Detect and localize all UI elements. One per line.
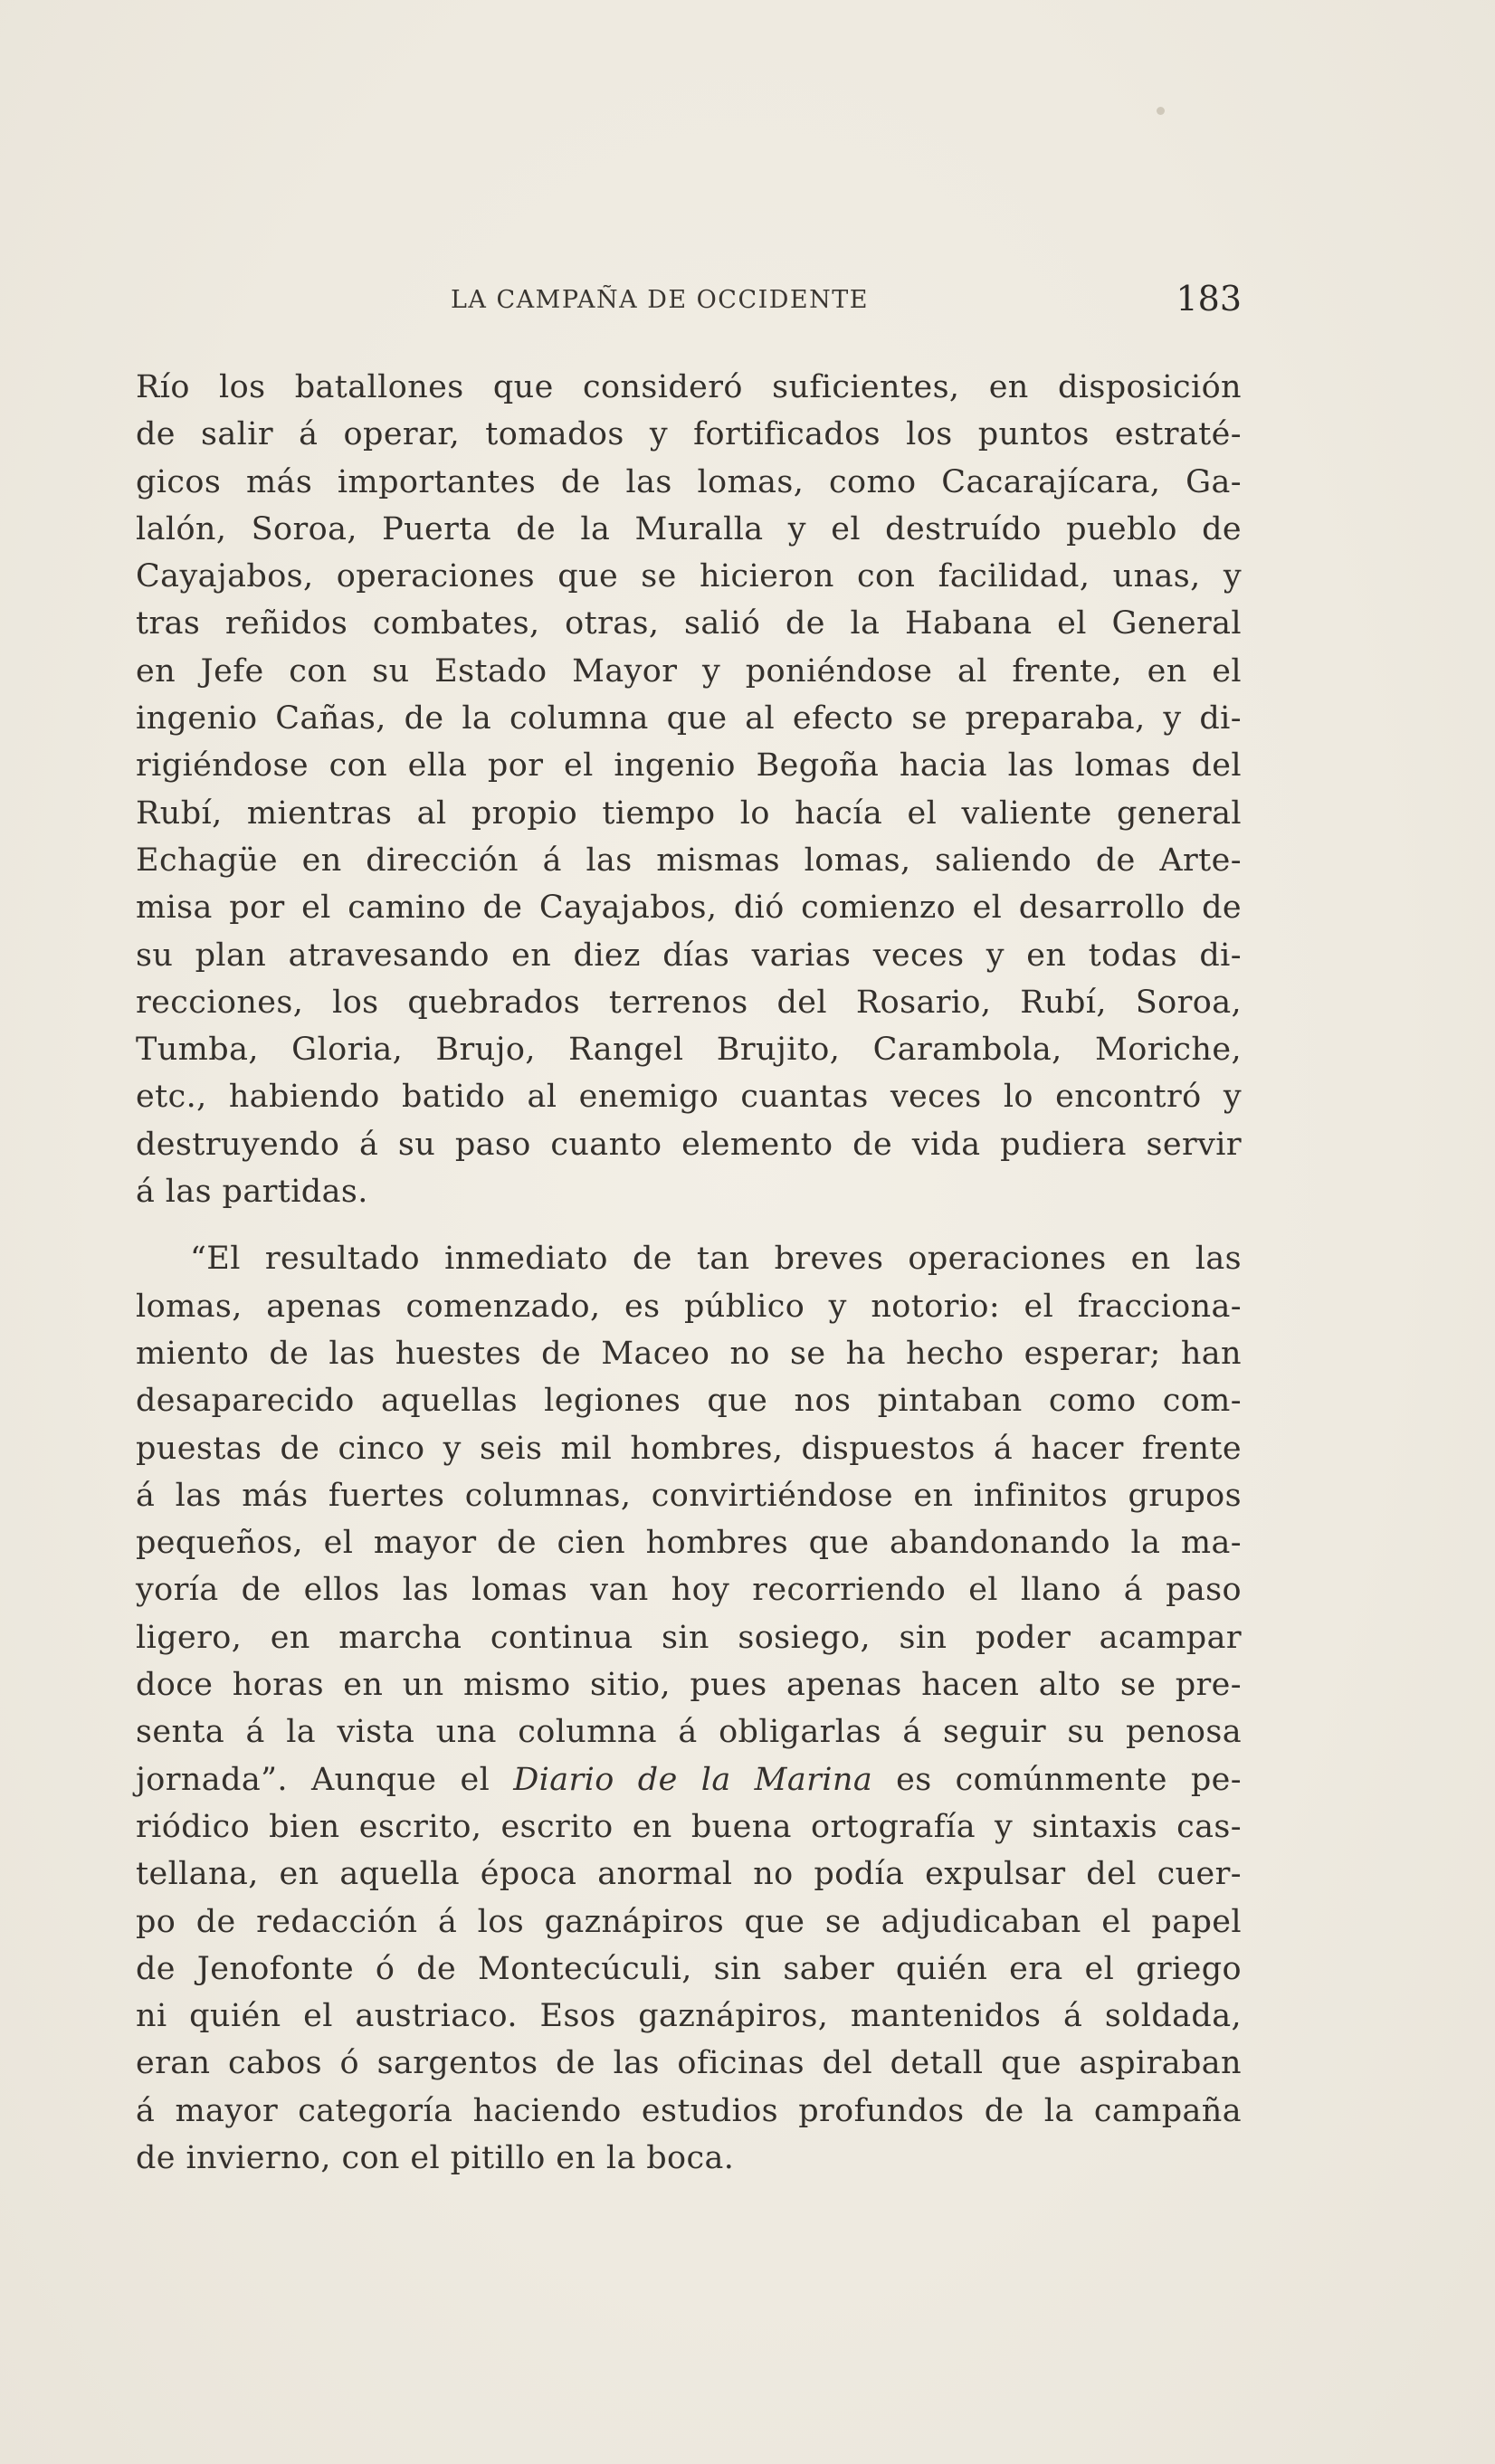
paragraph-1: [136, 364, 1242, 1215]
paper-speck: [1157, 107, 1165, 115]
text-line: po de redacción á los gaznápiros que se adjudicaban el papel: [136, 1903, 1242, 1940]
paragraph-2: [136, 1235, 1242, 2182]
text-line: riódico bien escrito, escrito en buena ortografía y sintaxis cas-: [136, 1808, 1242, 1845]
text-line: misa por el camino de Cayajabos, dió comienzo el desarrollo de: [136, 890, 1242, 927]
text-line: desaparecido aquellas legiones que nos pintaban como com-: [136, 1383, 1242, 1420]
text-line: ingenio Cañas, de la columna que al efecto se preparaba, y di-: [136, 700, 1242, 737]
text-line: rigiéndose con ella por el ingenio Begoña hacia las lomas del: [136, 747, 1242, 785]
text-line: tras reñidos combates, otras, salió de la Habana el General: [136, 605, 1242, 642]
text-line: Rubí, mientras al propio tiempo lo hacía el valiente general: [136, 794, 1242, 832]
text-line: ni quién el austriaco. Esos gaznápiros, mantenidos á soldada,: [136, 1998, 1242, 2035]
page-header: [136, 279, 1242, 319]
body-text: [136, 364, 1242, 2182]
newspaper-title: Diario de la Marina: [513, 1761, 873, 1798]
text-line: destruyendo á su paso cuanto elemento de vida pudiera servir: [136, 1126, 1242, 1163]
text-line: Echagüe en dirección á las mismas lomas, saliendo de Arte-: [136, 842, 1242, 879]
text-line: puestas de cinco y seis mil hombres, dispuestos á hacer frente: [136, 1430, 1242, 1467]
page-number: 183: [1176, 279, 1242, 319]
text-line: Cayajabos, operaciones que se hicieron con facilidad, unas, y: [136, 558, 1242, 595]
text-line: “El resultado inmediato de tan breves operaciones en las: [190, 1241, 1242, 1278]
text-line: Río los batallones que consideró suficientes, en disposición: [136, 369, 1242, 405]
text-line: recciones, los quebrados terrenos del Rosario, Rubí, Soroa,: [136, 984, 1242, 1021]
text-line: de salir á operar, tomados y fortificados los puntos estraté-: [136, 416, 1242, 453]
text-line: lomas, apenas comenzado, es público y notorio: el fracciona-: [136, 1288, 1242, 1325]
text-line: Tumba, Gloria, Brujo, Rangel Brujito, Carambola, Moriche,: [136, 1032, 1242, 1069]
text-line: á las más fuertes columnas, convirtiéndose en infinitos grupos: [136, 1477, 1242, 1514]
text-line: á mayor categoría haciendo estudios profundos de la campaña: [136, 2092, 1242, 2129]
text-line: lalón, Soroa, Puerta de la Muralla y el destruído pueblo de: [136, 510, 1242, 547]
text-line: de Jenofonte ó de Montecúculi, sin saber quién era el griego: [136, 1950, 1242, 1987]
text-line: miento de las huestes de Maceo no se ha hecho esperar; han: [136, 1335, 1242, 1372]
text-line: ligero, en marcha continua sin sosiego, sin poder acampar: [136, 1619, 1242, 1656]
text-line: en Jefe con su Estado Mayor y poniéndose al frente, en el: [136, 652, 1242, 690]
text-line: de invierno, con el pitillo en la boca.: [136, 2139, 735, 2176]
text-line: etc., habiendo batido al enemigo cuantas veces lo encontró y: [136, 1079, 1242, 1116]
text-line: doce horas en un mismo sitio, pues apenas hacen alto se pre-: [136, 1667, 1242, 1704]
running-title: LA CAMPAÑA DE OCCIDENTE: [451, 286, 869, 314]
text-line: gicos más importantes de las lomas, como Cacarajícara, Ga-: [136, 463, 1242, 500]
text-line: á las partidas.: [136, 1174, 368, 1211]
text-line: yoría de ellos las lomas van hoy recorriendo el llano á paso: [136, 1572, 1242, 1609]
text-line: tellana, en aquella época anormal no podía expulsar del cuer-: [136, 1856, 1242, 1893]
text-line: senta á la vista una columna á obligarlas á seguir su penosa: [136, 1714, 1242, 1751]
text-line: pequeños, el mayor de cien hombres que abandonando la ma-: [136, 1525, 1242, 1562]
text-line: su plan atravesando en diez días varias veces y en todas di-: [136, 937, 1242, 974]
text-line: eran cabos ó sargentos de las oficinas del detall que aspiraban: [136, 2045, 1242, 2082]
text-line: jornada”. Aunque el Diario de la Marina es comúnmente pe-: [136, 1761, 1243, 1798]
